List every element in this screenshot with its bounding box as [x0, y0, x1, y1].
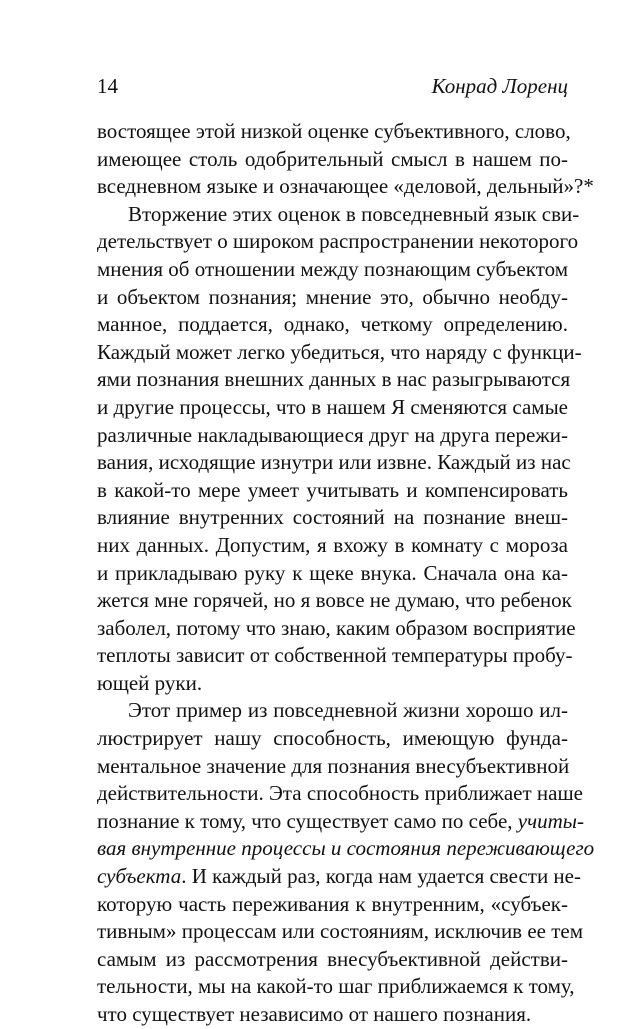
- paragraph-3: [97, 697, 595, 1028]
- text-line: Этот пример из повседневной жизни хорошо ил-: [128, 698, 568, 723]
- text-line: ями познания внешних данных в нас разыгрываются: [97, 367, 571, 392]
- text-line: различные накладывающиеся друг на друга пережи-: [97, 422, 568, 447]
- text-line: ментальное значение для познания внесубъективной: [97, 753, 570, 778]
- text-line: и другие процессы, что в нашем Я сменяются самые: [97, 394, 568, 419]
- text-line: и прикладываю руку к щеке внука. Сначала она ка-: [97, 560, 568, 585]
- text-line: тельности, мы на какой-то шаг приближаемся к тому,: [97, 974, 575, 999]
- text-line: люстрирует нашу способность, имеющую фунда-: [97, 726, 568, 751]
- text-line: Каждый может легко убедиться, что наряду с функци-: [97, 339, 582, 364]
- paragraph-1: [97, 118, 594, 201]
- text-line: детельствует о широком распространении некоторого: [97, 229, 579, 254]
- text-line-mixed: [97, 808, 585, 836]
- text-line: теплоты зависит от собственной температуры пробу-: [97, 643, 573, 668]
- italic-segment: учиты-: [517, 808, 585, 833]
- text-line: заболел, потому что знаю, каким образом восприятие: [97, 615, 576, 640]
- text-line: вседневном языке и означающее «деловой, дельный»?*: [97, 174, 594, 199]
- italic-segment: субъекта: [97, 864, 182, 889]
- text-line: и объектом познания; мнение это, обычно необду-: [97, 284, 568, 309]
- text-line: в какой-то мере умеет учитывать и компенсировать: [97, 477, 568, 502]
- text-line: Вторжение этих оценок в повседневный язык сви-: [128, 201, 580, 226]
- text-line: имеющее столь одобрительный смысл в нашем по-: [97, 146, 568, 171]
- italic-segment: вая внутренние процессы и состояния переживающего: [97, 836, 595, 861]
- text-segment: . И каждый раз, когда нам удается свести не-: [181, 864, 581, 889]
- text-line: которую часть переживания к внутренним, «субъек-: [97, 891, 568, 916]
- text-line: востоящее этой низкой оценке субъективного, слово,: [97, 119, 571, 143]
- paragraph-2: [97, 201, 582, 698]
- text-line: ющей руки.: [97, 670, 203, 695]
- text-line: самым из рассмотрения внесубъективной действи-: [97, 946, 568, 971]
- page-header: [97, 74, 568, 99]
- text-line: них данных. Допустим, я вхожу в комнату с мороза: [97, 532, 568, 557]
- text-line-mixed: [97, 863, 581, 891]
- text-line: что существует независимо от нашего познания.: [97, 1002, 532, 1026]
- text-line: мнения об отношении между познающим субъектом: [97, 256, 568, 281]
- text-line-italic: [97, 835, 595, 863]
- text-line: тивным» процессам или состояниям, исключив ее тем: [97, 919, 584, 944]
- text-line: жется мне горячей, но я вовсе не думаю, что ребенок: [97, 588, 572, 613]
- text-segment: познание к тому, что существует само по себе,: [97, 808, 518, 833]
- text-line: действительности. Эта способность приближает наше: [97, 781, 583, 806]
- running-title: Конрад Лоренц: [431, 74, 568, 98]
- text-line: вания, исходящие изнутри или извне. Каждый из нас: [97, 450, 571, 475]
- text-line: манное, поддается, однако, четкому определению.: [97, 312, 568, 337]
- body-text: [97, 118, 595, 1029]
- page-number: 14: [97, 74, 118, 98]
- text-line: влияние внутренних состояний на познание внеш-: [97, 505, 568, 530]
